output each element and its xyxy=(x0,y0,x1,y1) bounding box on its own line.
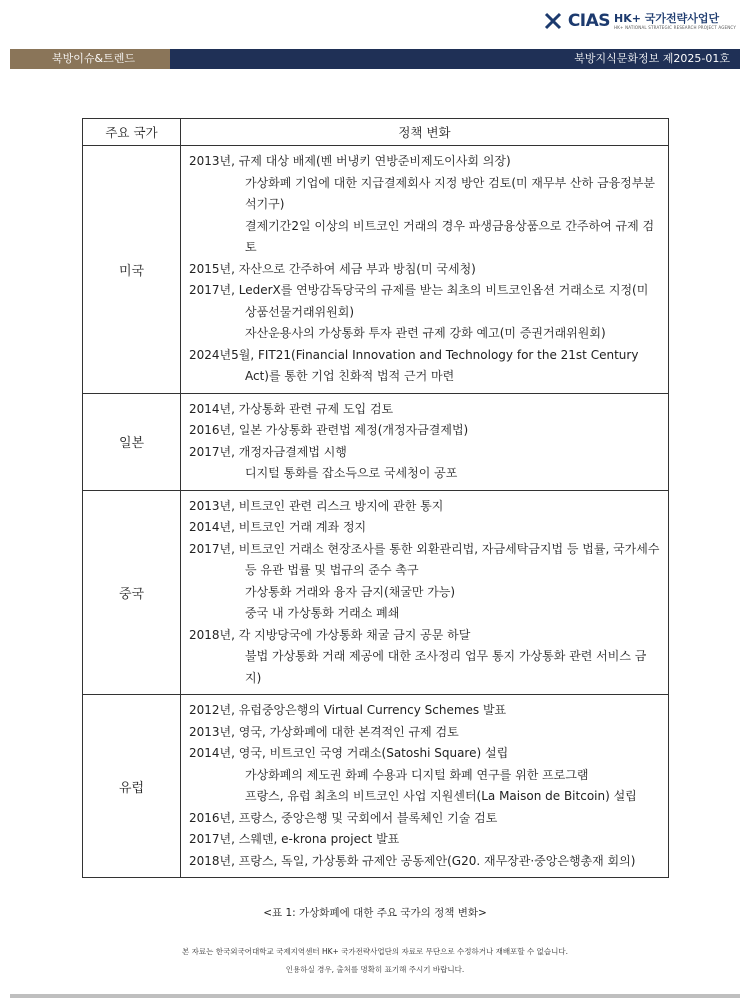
policy-entry: 2024년5월, FIT21(Financial Innovation and Technology for the 21st Century Act)를 통한 기업 친화적 법적 근거 마련 xyxy=(189,347,639,383)
policy-entry: 2018년, 프랑스, 독일, 가상통화 규제안 공동제안(G20. 재무장관·중앙은행총재 회의) xyxy=(189,853,636,868)
policy-entry: 2014년, 비트코인 거래 계좌 정지 xyxy=(189,520,367,534)
policy-entry: 2014년, 영국, 비트코인 국영 거래소(Satoshi Square) 설립 xyxy=(189,746,509,760)
policy-entry: 2013년, 비트코인 관련 리스크 방지에 관한 통지 xyxy=(189,498,444,513)
policy-entry: 2017년, 비트코인 거래소 현장조사를 통한 외환관리법, 자금세탁금지법 등 법률, 국가세수 등 유관 법률 및 법규의 준수 촉구 xyxy=(189,541,660,577)
column-header-country: 주요 국가 xyxy=(83,119,181,146)
policy-entry: 2017년, 스웨덴, e-krona project 발표 xyxy=(189,832,400,846)
policy-entry: 중국 내 가상통화 거래소 폐쇄 xyxy=(245,606,400,620)
country-cell: 일본 xyxy=(83,393,181,490)
table-row xyxy=(83,490,669,695)
policy-cell xyxy=(181,146,669,394)
table-header-row xyxy=(83,119,669,146)
table-row xyxy=(83,146,669,394)
policy-entry: 2014년, 가상통화 관련 규제 도입 검토 xyxy=(189,401,394,416)
header-banner xyxy=(10,49,740,69)
section-label: 북방이슈&트렌드 xyxy=(10,49,170,69)
column-header-policy: 정책 변화 xyxy=(181,119,669,146)
policy-entry: 2017년, 개정자금결제법 시행 xyxy=(189,444,347,459)
policy-entries xyxy=(182,696,667,876)
logo-title: HK+ 국가전략사업단 xyxy=(614,11,720,25)
country-cell: 유럽 xyxy=(83,695,181,878)
header-logo xyxy=(542,10,736,32)
logo-subtitle-block xyxy=(614,13,736,30)
policy-entry: 불법 가상통화 거래 제공에 대한 조사정리 업무 통지 가상통화 관련 서비스 금지) xyxy=(245,649,647,685)
policy-entry: 프랑스, 유럽 최초의 비트코인 사업 지원센터(La Maison de Bitcoin) 설립 xyxy=(245,789,637,803)
policy-entry: 2013년, 규제 대상 배제(벤 버냉키 연방준비제도이사회 의장) xyxy=(189,154,511,168)
issue-label: 북방지식문화정보 제2025-01호 xyxy=(170,49,740,69)
policy-entry: 2018년, 각 지방당국에 가상통화 채굴 금지 공문 하달 xyxy=(189,627,471,642)
table-caption: <표 1: 가상화폐에 대한 주요 국가의 정책 변화> xyxy=(263,907,487,919)
table-row xyxy=(83,393,669,490)
policy-entry: 가상화폐의 제도권 화폐 수용과 디지털 화폐 연구를 위한 프로그램 xyxy=(245,767,589,782)
cias-logo-icon xyxy=(542,10,564,32)
logo-text: CIAS xyxy=(567,11,611,31)
policy-entry: 가상화폐 기업에 대한 지급결제회사 지정 방안 검토(미 재무부 산하 금융정부분석기구) xyxy=(245,175,655,211)
policy-entry: 2013년, 영국, 가상화폐에 대한 본격적인 규제 검토 xyxy=(189,724,459,739)
footer-citation-note: 인용하실 경우, 출처를 명확히 표기해 주시기 바랍니다. xyxy=(285,965,465,974)
table-row xyxy=(83,695,669,878)
footer-divider xyxy=(10,994,740,998)
policy-entry: 가상통화 거래와 융자 금지(채굴만 가능) xyxy=(245,584,456,599)
policy-table xyxy=(82,118,669,878)
policy-entry: 2015년, 자산으로 간주하여 세금 부과 방침(미 국세청) xyxy=(189,261,476,276)
country-cell: 중국 xyxy=(83,490,181,695)
policy-entries xyxy=(182,147,667,392)
country-cell: 미국 xyxy=(83,146,181,394)
policy-entry: 디지털 통화를 잡소득으로 국세청이 공포 xyxy=(245,466,458,480)
policy-entry: 2016년, 프랑스, 중앙은행 및 국회에서 블록체인 기술 검토 xyxy=(189,810,498,825)
policy-entries xyxy=(182,395,667,489)
policy-entry: 2017년, LederX를 연방감독당국의 규제를 받는 최초의 비트코인옵션 거래소로 지정(미 상품선물거래위원회) xyxy=(189,283,649,319)
policy-entry: 2012년, 유럽중앙은행의 Virtual Currency Schemes 발표 xyxy=(189,703,507,717)
policy-entry: 2016년, 일본 가상통화 관련법 제정(개정자금결제법) xyxy=(189,423,469,437)
policy-cell xyxy=(181,695,669,878)
policy-cell xyxy=(181,393,669,490)
policy-cell xyxy=(181,490,669,695)
table-body xyxy=(83,146,669,878)
policy-entry: 자산운용사의 가상통화 투자 관련 규제 강화 예고(미 증권거래위원회) xyxy=(245,326,606,340)
policy-entries xyxy=(182,492,667,694)
policy-entry: 결제기간2일 이상의 비트코인 거래의 경우 파생금융상품으로 간주하여 규제 검토 xyxy=(245,218,655,254)
footer-notice: 본 자료는 한국외국어대학교 국제지역센터 HK+ 국가전략사업단의 자료로 무단으로 수정하거나 재배포할 수 없습니다. xyxy=(182,947,568,956)
logo-subtitle: HK+ NATIONAL STRATEGIC RESEARCH PROJECT AGENCY xyxy=(614,24,736,30)
